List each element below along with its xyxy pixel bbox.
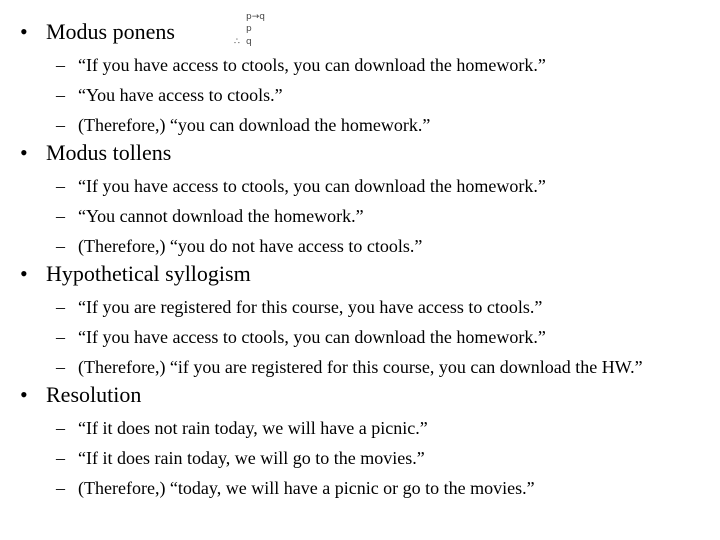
item-list <box>20 297 720 378</box>
inset-line-conclusion: q <box>246 37 252 47</box>
list-item <box>56 297 720 318</box>
heading-text: Resolution <box>46 382 142 407</box>
item-text: “You have access to ctools.” <box>78 85 283 105</box>
dash-icon: – <box>56 176 65 196</box>
item-text: (Therefore,) “if you are registered for this course, you can download the HW.” <box>78 357 643 377</box>
item-list <box>20 55 720 136</box>
section-resolution <box>20 382 720 508</box>
dash-icon: – <box>56 418 65 438</box>
dash-icon: – <box>56 327 65 347</box>
inset-line-implication: p→q <box>246 12 265 22</box>
section-heading <box>20 19 720 45</box>
list-item <box>56 206 720 227</box>
section-heading <box>20 382 720 408</box>
dash-icon: – <box>56 297 65 317</box>
section-heading <box>20 140 720 166</box>
dash-icon: – <box>56 115 65 135</box>
item-list <box>20 418 720 499</box>
dash-icon: – <box>56 85 65 105</box>
item-text: “If it does rain today, we will go to the movies.” <box>78 448 425 468</box>
dash-icon: – <box>56 55 65 75</box>
item-text: “If you have access to ctools, you can download the homework.” <box>78 327 546 347</box>
section-modus-ponens <box>20 19 720 145</box>
list-item <box>56 236 720 257</box>
therefore-icon: ∴ <box>234 37 240 47</box>
heading-text: Hypothetical syllogism <box>46 261 251 286</box>
dash-icon: – <box>56 448 65 468</box>
item-text: “If you are registered for this course, you have access to ctools.” <box>78 297 543 317</box>
bullet-icon: • <box>20 19 28 44</box>
item-list <box>20 176 720 257</box>
dash-icon: – <box>56 478 65 498</box>
list-item <box>56 448 720 469</box>
list-item <box>56 357 720 378</box>
list-item <box>56 55 720 76</box>
bullet-icon: • <box>20 261 28 286</box>
dash-icon: – <box>56 236 65 256</box>
heading-text: Modus ponens <box>46 19 175 44</box>
section-hypothetical-syllogism <box>20 261 720 387</box>
section-heading <box>20 261 720 287</box>
modus-ponens-inset-image <box>232 12 282 56</box>
list-item <box>56 327 720 348</box>
inset-line-premise: p <box>246 24 252 34</box>
list-item <box>56 478 720 499</box>
list-item <box>56 85 720 106</box>
item-text: “You cannot download the homework.” <box>78 206 364 226</box>
item-text: “If you have access to ctools, you can download the homework.” <box>78 176 546 196</box>
bullet-icon: • <box>20 382 28 407</box>
dash-icon: – <box>56 206 65 226</box>
item-text: “If it does not rain today, we will have a picnic.” <box>78 418 428 438</box>
item-text: “If you have access to ctools, you can download the homework.” <box>78 55 546 75</box>
item-text: (Therefore,) “you do not have access to ctools.” <box>78 236 423 256</box>
list-item <box>56 115 720 136</box>
list-item <box>56 176 720 197</box>
item-text: (Therefore,) “you can download the homework.” <box>78 115 431 135</box>
section-modus-tollens <box>20 140 720 266</box>
heading-text: Modus tollens <box>46 140 172 165</box>
list-item <box>56 418 720 439</box>
item-text: (Therefore,) “today, we will have a picnic or go to the movies.” <box>78 478 535 498</box>
dash-icon: – <box>56 357 65 377</box>
bullet-icon: • <box>20 140 28 165</box>
